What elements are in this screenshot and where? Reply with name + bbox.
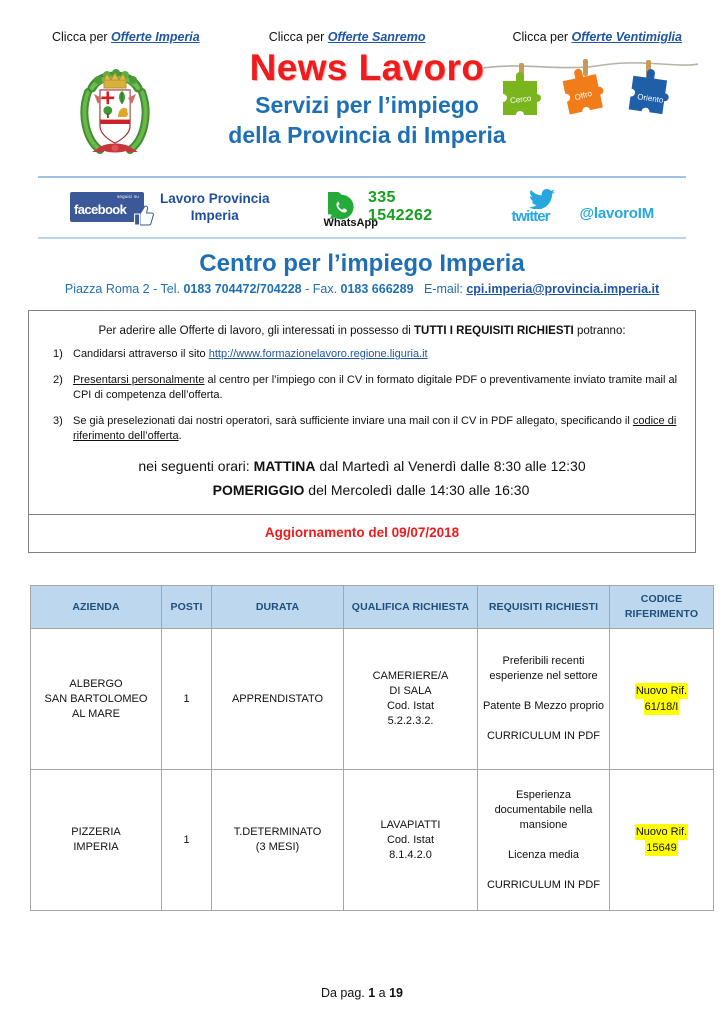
- instructions-box: [28, 310, 696, 514]
- centro-email-link[interactable]: cpi.imperia@provincia.imperia.it: [466, 282, 660, 296]
- twitter-bird-icon: [529, 189, 555, 209]
- cell-azienda-text: PIZZERIA IMPERIA: [71, 826, 121, 853]
- facebook-icon[interactable]: [70, 192, 144, 222]
- requisiti-spacer-2: [542, 864, 545, 876]
- cell-requisiti-line3: CURRICULUM IN PDF: [486, 878, 601, 891]
- instruction-step-1: [43, 347, 681, 362]
- hours-line-1: [43, 454, 681, 478]
- cell-durata: APPRENDISTATO: [212, 629, 344, 770]
- cell-qualifica-text: LAVAPIATTI Cod. Istat 8.1.4.2.0: [380, 818, 441, 861]
- column-header-requisiti: REQUISITI RICHIESTI: [478, 586, 610, 629]
- twitter-block[interactable]: [511, 190, 654, 224]
- table-row: [31, 629, 714, 770]
- divider-top: [38, 176, 686, 178]
- formazionelavoro-link[interactable]: http://www.formazionelavoro.regione.liguria.it: [208, 348, 428, 360]
- masthead-subtitle-2: della Provincia di Imperia: [228, 122, 506, 148]
- column-header-codice-line1: CODICE: [640, 593, 683, 605]
- footer-page-from: 1: [368, 986, 376, 1000]
- cell-durata: [212, 770, 344, 911]
- twitter-wordmark: twitter: [511, 208, 550, 225]
- centro-phone: 0183 704472/704228: [183, 282, 302, 296]
- requisiti-spacer-1: [542, 834, 545, 846]
- codice-riferimento-value: 61/18/I: [644, 701, 679, 713]
- step-3-text: Se già preselezionati dai nostri operatori, sarà sufficiente inviare una mail con il CV in PDF allegato, specificando il: [73, 415, 633, 427]
- facebook-block[interactable]: [70, 190, 270, 224]
- column-header-posti: POSTI: [162, 586, 212, 629]
- hours-line-2: [61, 478, 681, 502]
- cell-requisiti-line2: Patente B Mezzo proprio: [482, 700, 605, 712]
- footer-middle: a: [375, 986, 390, 1000]
- puzzle-piece-oriento: [629, 60, 673, 115]
- column-header-durata: DURATA: [212, 586, 344, 629]
- cell-codice: [610, 629, 714, 770]
- step-3-number: 3): [53, 415, 63, 427]
- step-2-number: 2): [53, 374, 63, 386]
- social-bar: [16, 183, 708, 231]
- hours-line-1-c: dal Martedì al Venerdì dalle 8:30 alle 12:30: [315, 458, 586, 474]
- table-row: [31, 770, 714, 911]
- top-link-ventimiglia-prefix: Clicca per: [512, 30, 572, 44]
- instruction-step-2: [43, 373, 681, 403]
- offers-table-body: [31, 629, 714, 911]
- facebook-label-line2: Imperia: [190, 208, 239, 223]
- hours-line-2-b: del Mercoledì dalle 14:30 alle 16:30: [304, 482, 530, 498]
- top-link-sanremo-label[interactable]: Offerte Sanremo: [327, 30, 426, 44]
- step-3-underlined: codice di riferimento dell’offerta: [73, 415, 677, 442]
- cell-azienda: [31, 770, 162, 911]
- hours-pomeriggio-label: POMERIGGIO: [212, 482, 305, 498]
- codice-riferimento-value: 15649: [646, 842, 677, 854]
- facebook-badge-small: seguici su: [116, 194, 139, 199]
- cell-requisiti: [478, 770, 610, 911]
- instructions-intro-c: potranno:: [573, 325, 626, 337]
- instruction-step-3: [43, 414, 681, 444]
- cell-durata-text: T.DETERMINATO (3 MESI): [233, 826, 322, 853]
- step-2-underlined: Presentarsi personalmente: [73, 374, 205, 386]
- update-banner: [28, 514, 696, 553]
- offers-header-row: [31, 586, 714, 629]
- instructions-intro: [43, 325, 681, 337]
- cell-azienda: [31, 629, 162, 770]
- step-3-text-end: .: [178, 430, 182, 442]
- instructions-intro-a: Per aderire alle Offerte di lavoro, gli interessati in possesso di: [98, 325, 415, 337]
- top-link-sanremo[interactable]: [269, 30, 426, 44]
- masthead-subtitle-1: Servizi per l’impiego: [255, 92, 479, 118]
- cell-azienda-text: ALBERGO SAN BARTOLOMEO AL MARE: [44, 677, 148, 720]
- centro-fax-label: - Fax.: [301, 282, 341, 296]
- column-header-qualifica: QUALIFICA RICHIESTA: [344, 586, 478, 629]
- divider-bottom: [38, 237, 686, 239]
- page-title: News Lavoro: [249, 47, 485, 88]
- column-header-azienda: AZIENDA: [31, 586, 162, 629]
- update-date-text: Aggiornamento del 09/07/2018: [264, 525, 460, 540]
- masthead: [16, 46, 708, 170]
- centro-fax: 0183 666289: [340, 282, 414, 296]
- top-link-ventimiglia-label[interactable]: Offerte Ventimiglia: [571, 30, 682, 44]
- centro-address: Piazza Roma 2 - Tel.: [64, 282, 184, 296]
- centro-block: [16, 249, 708, 296]
- whatsapp-number: 335 1542262: [368, 189, 433, 224]
- column-header-codice: [610, 586, 714, 629]
- puzzle-pieces-graphic: [483, 54, 698, 136]
- svg-text:Oriento: Oriento: [636, 92, 664, 105]
- cell-requisiti-line1: Esperienza documentabile nella mansione: [494, 788, 593, 831]
- svg-text:Offro: Offro: [573, 88, 594, 103]
- cell-posti: 1: [162, 629, 212, 770]
- cell-qualifica: [344, 770, 478, 911]
- step-2-text: al centro per l’impiego con il CV in formato digitale PDF o preventivamente inviato tramite mail al CPI di competenza dell’offerta.: [73, 374, 678, 401]
- cell-qualifica: [344, 629, 478, 770]
- cell-requisiti-line1: Preferibili recenti esperienze nel settore: [489, 655, 598, 682]
- requisiti-spacer-2: [542, 715, 545, 727]
- centro-title: Centro per l’impiego Imperia: [199, 250, 525, 277]
- cell-requisiti-line2: Licenza media: [508, 848, 579, 861]
- cell-qualifica-text: CAMERIERE/A DI SALA Cod. Istat 5.2.2.3.2.: [372, 670, 449, 727]
- instructions-intro-strong: TUTTI I REQUISITI RICHIESTI: [414, 325, 574, 337]
- top-link-sanremo-prefix: Clicca per: [268, 30, 328, 44]
- column-header-codice-line2: RIFERIMENTO: [624, 608, 699, 620]
- step-1-text: Candidarsi attraverso il sito: [73, 348, 209, 360]
- twitter-handle: @lavoroIM: [579, 205, 654, 222]
- twitter-icon[interactable]: [511, 190, 573, 224]
- facebook-label-line1: Lavoro Provincia: [160, 191, 270, 206]
- thumbs-up-icon: [134, 204, 154, 228]
- cell-requisiti-line3: CURRICULUM IN PDF: [486, 730, 601, 742]
- requisiti-spacer-1: [542, 685, 545, 697]
- svg-text:Cerco: Cerco: [509, 93, 532, 106]
- top-link-imperia-label[interactable]: Offerte Imperia: [111, 30, 200, 44]
- page-footer: [0, 986, 724, 1000]
- centro-contact: [16, 282, 708, 296]
- facebook-badge-word: facebook: [74, 202, 127, 217]
- opening-hours: [43, 454, 681, 502]
- top-link-imperia-prefix: Clicca per: [52, 30, 112, 44]
- top-links-bar: [16, 0, 708, 44]
- offers-table: [30, 585, 714, 911]
- cell-posti: 1: [162, 770, 212, 911]
- cell-codice: [610, 770, 714, 911]
- cell-requisiti: [478, 629, 610, 770]
- hours-line-1-a: nei seguenti orari:: [138, 458, 254, 474]
- instructions-steps: [43, 347, 681, 444]
- top-link-imperia[interactable]: [52, 30, 200, 44]
- hours-mattina-label: MATTINA: [253, 458, 316, 474]
- status-badge: Nuovo Rif.: [635, 826, 688, 838]
- offers-table-head: [31, 586, 714, 629]
- step-1-number: 1): [53, 348, 63, 360]
- footer-prefix: Da pag.: [320, 986, 369, 1000]
- facebook-label: [160, 190, 270, 224]
- status-badge: Nuovo Rif.: [635, 685, 688, 697]
- centro-email-label: E-mail:: [423, 282, 467, 296]
- top-link-ventimiglia[interactable]: [512, 30, 682, 44]
- footer-page-to: 19: [389, 986, 404, 1000]
- whatsapp-label: WhatsApp: [323, 217, 378, 229]
- puzzle-piece-cerco: [503, 63, 541, 115]
- whatsapp-block[interactable]: [323, 189, 454, 229]
